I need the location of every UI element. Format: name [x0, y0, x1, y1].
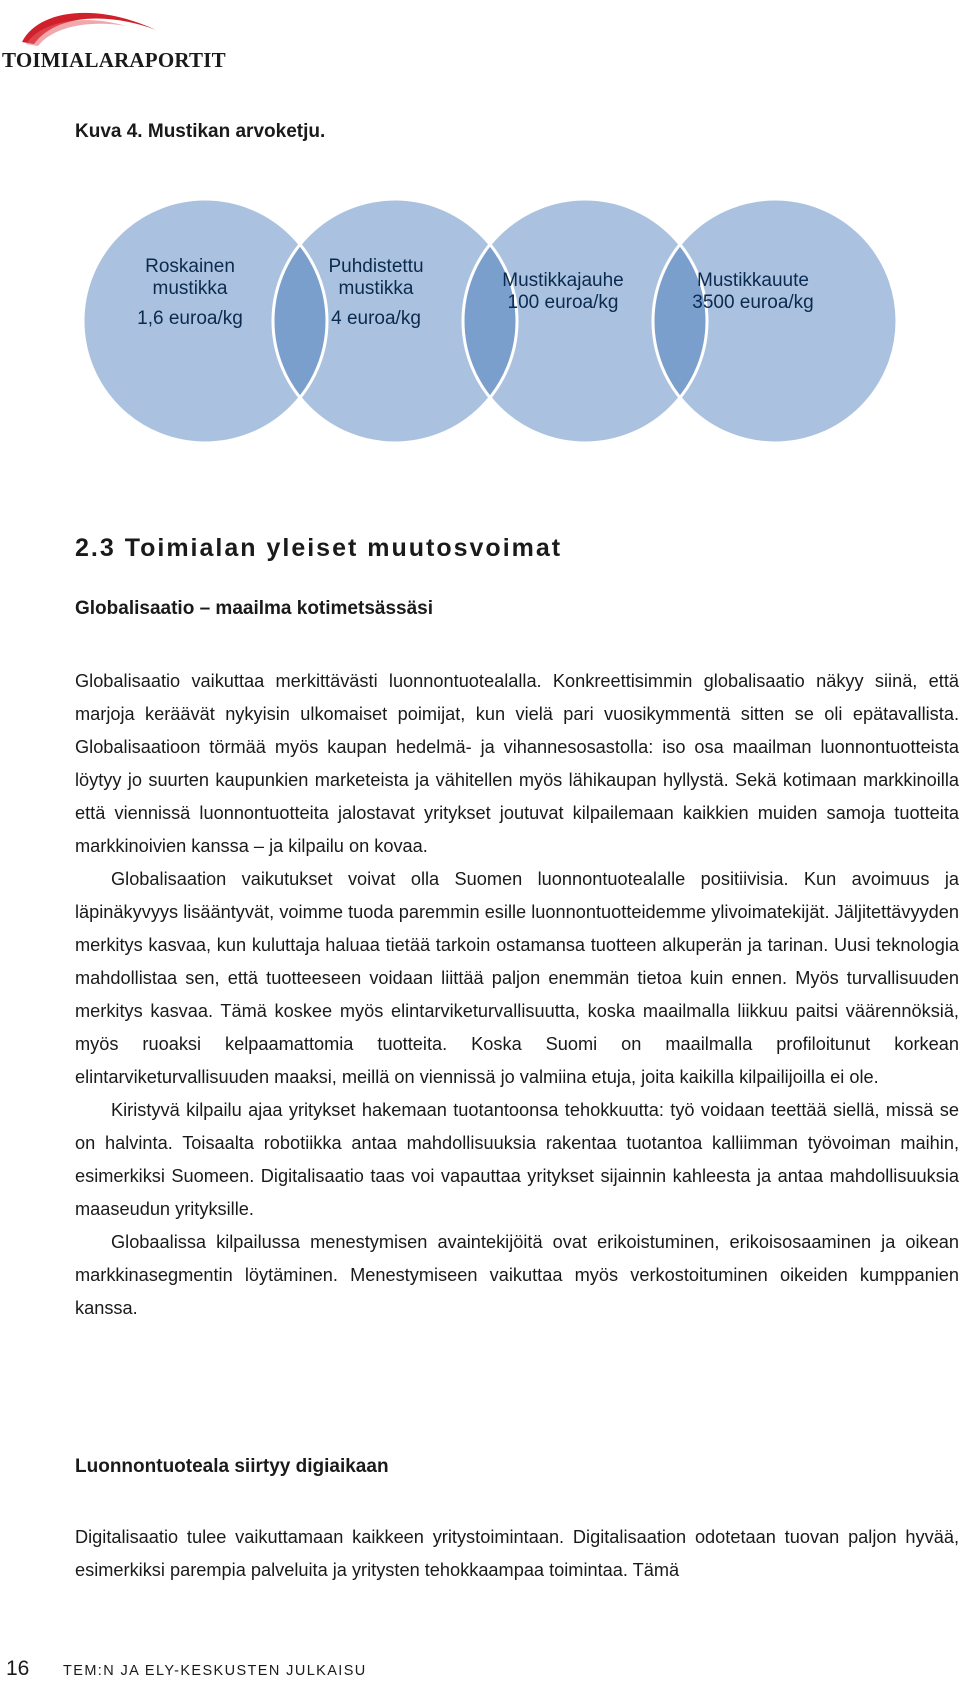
paragraph: Kiristyvä kilpailu ajaa yritykset hakemaan tuotantoonsa tehokkuutta: työ voidaan teettää siellä, missä se on halvinta. Toisaalta robotiikka antaa mahdollisuuksia rakentaa tuotantoa kalliimman työvoiman maihin, esimerkiksi Suomeen. Digitalisaatio taas voi vapauttaa yritykset sijainnin kahleesta ja antaa mahdollisuuksia maaseudun yrityksille. [75, 1100, 959, 1219]
publisher-footer: TEM:N JA ELY-KESKUSTEN JULKAISU [63, 1663, 367, 1679]
circle-label-1: Roskainen mustikka 1,6 euroa/kg [137, 256, 243, 329]
paragraph: Digitalisaatio tulee vaikuttamaan kaikkeen yritystoimintaan. Digitalisaation odotetaan tuovan paljon hyvää, esimerkiksi parempia palveluita ja yritysten tehokkaampaa toimintaa. Tämä [75, 1527, 959, 1580]
subheading-digiaika: Luonnontuoteala siirtyy digiaikaan [75, 1456, 389, 1477]
figure-caption: Kuva 4. Mustikan arvoketju. [75, 121, 326, 142]
circle-label-2: Puhdistettu mustikka 4 euroa/kg [328, 256, 424, 329]
body-text-globalisaatio [75, 665, 959, 1325]
logo-text: TOIMIALARAPORTIT [2, 48, 226, 72]
section-heading: 2.3 Toimialan yleiset muutosvoimat [75, 534, 563, 562]
circle-label-3: Mustikkajauhe 100 euroa/kg [502, 270, 624, 313]
logo-swoosh-icon [16, 4, 166, 48]
body-text-digiaika [75, 1521, 959, 1587]
paragraph: Globalisaation vaikutukset voivat olla Suomen luonnontuotealalle positiivisia. Kun avoimuus ja läpinäkyvyys lisääntyvät, voimme tuoda paremmin esille luonnontuotteidemme ylivoimatekijät. Jäljitettävyyden merkitys kasvaa, kun kuluttaja haluaa tietää tarkoin ostamansa tuotteen alkuperän ja tarinan. Uusi teknologia mahdollistaa sen, että tuotteeseen voidaan liittää paljon enemmän tietoa kuin ennen. Myös turvallisuuden merkitys kasvaa. Tämä koskee myös elintarviketurvallisuutta, koska maailmalla liikkuu paitsi väärennöksiä, myös ruoaksi kelpaamattomia tuotteita. Koska Suomi on maailmalla profiloitunut korkean elintarviketurvallisuuden maaksi, meillä on viennissä jo valmiina etuja, joita kaikilla kilpailijoilla ei ole. [75, 869, 959, 1087]
toimialaraportit-logo [0, 4, 226, 74]
circle-label-4: Mustikkauute 3500 euroa/kg [692, 270, 814, 313]
value-chain-diagram [80, 196, 940, 446]
subheading-globalisaatio: Globalisaatio – maailma kotimetsässäsi [75, 598, 434, 619]
paragraph: Globaalissa kilpailussa menestymisen avaintekijöitä ovat erikoistuminen, erikoisosaaminen ja oikean markkinasegmentin löytäminen. Menestymiseen vaikuttaa myös verkostoituminen oikeiden kumppanien kanssa. [75, 1232, 959, 1318]
paragraph: Globalisaatio vaikuttaa merkittävästi luonnontuotealalla. Konkreettisimmin globalisaatio näkyy siinä, että marjoja keräävät nykyisin ulkomaiset poimijat, kun vielä pari vuosikymmentä sitten se oli epätavallista. Globalisaatioon törmää myös kaupan hedelmä- ja vihannesosastolla: iso osa maailman luonnontuotteista löytyy jo suurten kaupunkien marketeista ja vähitellen myös lähikaupan hyllystä. Sekä kotimaan markkinoilla että viennissä luonnontuotteita jalostavat yritykset joutuvat kilpailemaan kaikkien muiden samoja tuotteita markkinoivien kanssa – ja kilpailu on kovaa. [75, 671, 959, 856]
page-number: 16 [6, 1657, 30, 1680]
